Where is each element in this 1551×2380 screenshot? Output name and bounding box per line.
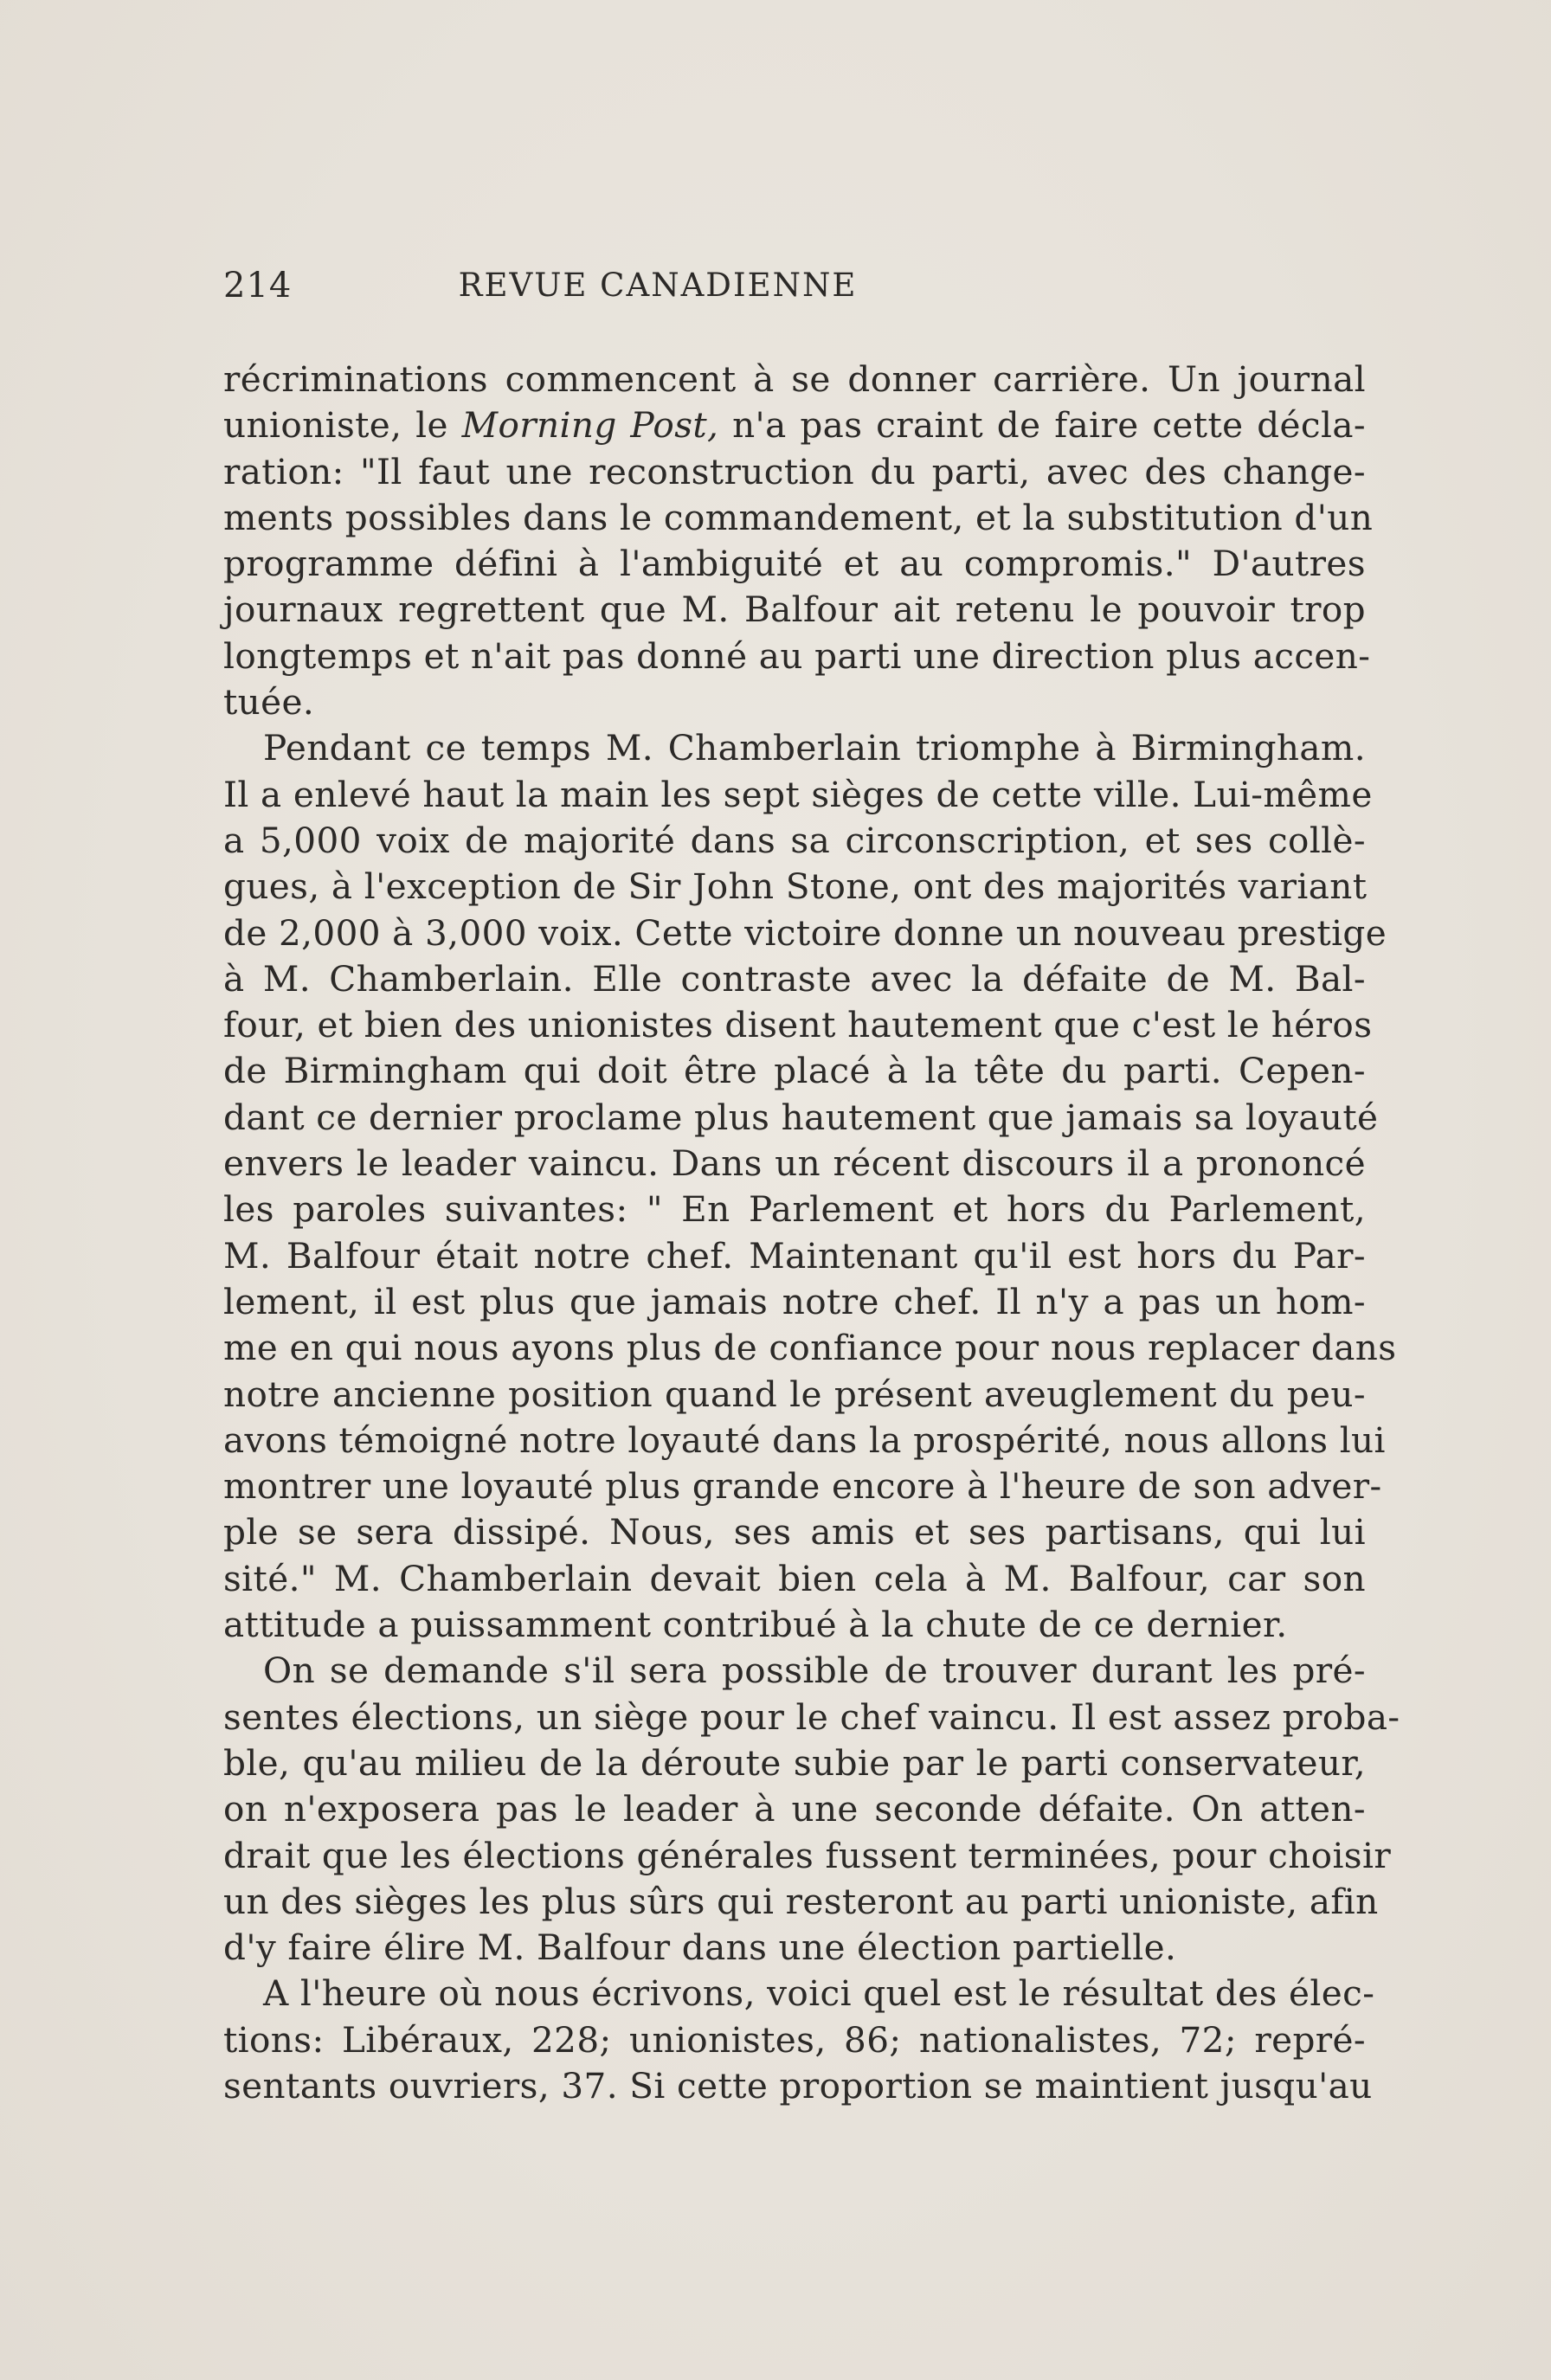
text-line: a 5,000 voix de majorité dans sa circonscription, et ses collè-	[223, 819, 1366, 861]
text-line: Il a enlevé haut la main les sept sièges de cette ville. Lui-même	[223, 773, 1373, 815]
text-line: longtemps et n'ait pas donné au parti une direction plus accen-	[223, 634, 1371, 677]
text-line: un des sièges les plus sûrs qui resteront au parti unioniste, afin	[223, 1880, 1379, 1922]
text-line: four, et bien des unionistes disent hautement que c'est le héros	[223, 1004, 1373, 1046]
text-line: A l'heure où nous écrivons, voici quel est le résultat des élec-	[263, 1972, 1375, 2015]
text-line: montrer une loyauté plus grande encore à l'heure de son adver-	[223, 1465, 1382, 1508]
running-head: REVUE CANADIENNE	[458, 267, 858, 304]
page-number: 214	[223, 266, 293, 306]
body-text	[223, 357, 1400, 2109]
text-run: unioniste, le	[223, 404, 462, 447]
text-line: gues, à l'exception de Sir John Stone, ont des majorités variant	[223, 865, 1368, 908]
text-line: dant ce dernier proclame plus hautement que jamais sa loyauté	[223, 1096, 1379, 1138]
text-line: à M. Chamberlain. Elle contraste avec la défaite de M. Bal-	[223, 957, 1366, 1000]
text-line: tuée.	[223, 681, 315, 724]
text-run: n'a pas craint de faire cette décla-	[718, 404, 1366, 447]
text-line: de 2,000 à 3,000 voix. Cette victoire donne un nouveau prestige	[223, 911, 1387, 954]
page-header	[223, 260, 1040, 312]
text-line: ble, qu'au milieu de la déroute subie par le parti conservateur,	[223, 1741, 1366, 1784]
text-line: sentes élections, un siège pour le chef vaincu. Il est assez proba-	[223, 1695, 1400, 1738]
text-line: sentants ouvriers, 37. Si cette proportion se maintient jusqu'au	[223, 2064, 1373, 2107]
text-line: attitude a puissamment contribué à la chute de ce dernier.	[223, 1604, 1288, 1646]
text-line: Pendant ce temps M. Chamberlain triomphe à Birmingham.	[263, 727, 1366, 769]
text-line	[223, 402, 1366, 448]
text-line: notre ancienne position quand le présent aveuglement du peu-	[223, 1373, 1366, 1415]
text-line: programme défini à l'ambiguité et au compromis." D'autres	[223, 543, 1366, 585]
text-line: ments possibles dans le commandement, et la substitution d'un	[223, 496, 1374, 538]
text-line: On se demande s'il sera possible de trouver durant les pré-	[263, 1650, 1366, 1692]
newspaper-title: Morning Post,	[461, 404, 719, 447]
text-line: drait que les élections générales fussent terminées, pour choisir	[223, 1834, 1392, 1876]
text-line: envers le leader vaincu. Dans un récent discours il a prononcé	[223, 1142, 1366, 1185]
text-line: les paroles suivantes: " En Parlement et hors du Parlement,	[223, 1188, 1366, 1231]
text-line: récriminations commencent à se donner carrière. Un journal	[223, 358, 1366, 400]
text-line: ple se sera dissipé. Nous, ses amis et ses partisans, qui lui	[223, 1511, 1366, 1553]
text-line: lement, il est plus que jamais notre chef. Il n'y a pas un hom-	[223, 1280, 1366, 1322]
text-line: avons témoigné notre loyauté dans la prospérité, nous allons lui	[223, 1418, 1386, 1461]
text-line: me en qui nous ayons plus de confiance pour nous replacer dans	[223, 1327, 1397, 1369]
text-line: sité." M. Chamberlain devait bien cela à M. Balfour, car son	[223, 1557, 1366, 1599]
text-line: tions: Libéraux, 228; unionistes, 86; nationalistes, 72; repré-	[223, 2018, 1366, 2061]
text-line: de Birmingham qui doit être placé à la tête du parti. Cepen-	[223, 1050, 1366, 1092]
text-line: ration: "Il faut une reconstruction du parti, avec des change-	[223, 450, 1366, 492]
text-line: d'y faire élire M. Balfour dans une élection partielle.	[223, 1927, 1177, 1969]
text-line: journaux regrettent que M. Balfour ait retenu le pouvoir trop	[223, 589, 1366, 631]
text-line: on n'exposera pas le leader à une seconde défaite. On atten-	[223, 1788, 1366, 1830]
text-line: M. Balfour était notre chef. Maintenant qu'il est hors du Par-	[223, 1234, 1366, 1277]
